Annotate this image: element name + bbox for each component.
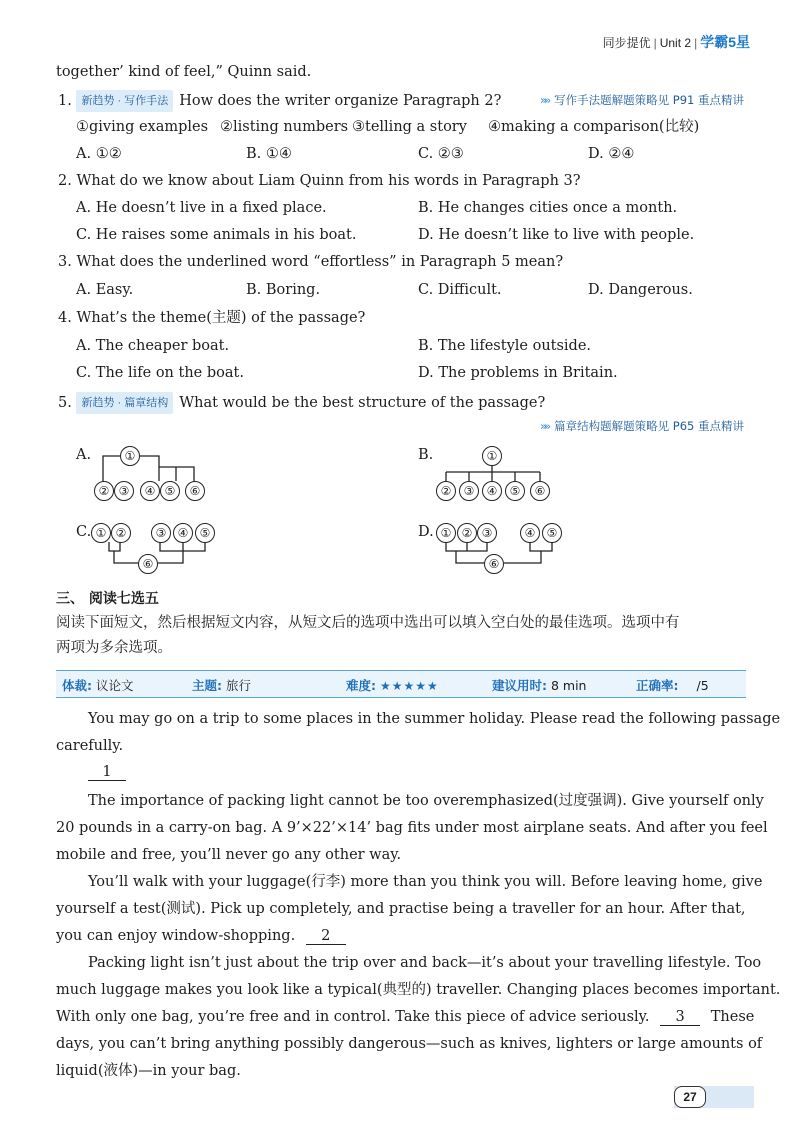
difficulty-stars-icon: ★★★★★ [379,679,439,693]
paragraph-2-node: ② [457,523,477,543]
option-d[interactable]: D. The problems in Britain. [418,365,618,381]
paragraph-3-node: ③ [114,481,134,501]
option-b[interactable]: B. ①④ [246,146,292,162]
option-c[interactable]: C. Difficult. [418,282,502,298]
option-a[interactable]: A. Easy. [76,282,134,298]
blank-3[interactable]: 3 [660,1009,700,1026]
paragraph-3-line-2: much luggage makes you look like a typical(典型的) traveller. Changing places becomes important. [56,982,781,998]
paragraph-3-node: ③ [151,523,171,543]
genre-field: 体裁: 议论文 [62,678,134,693]
paragraph-2-line-2: yourself a test(测试). Pick up completely, and practise being a traveller for an hour. After that, [56,901,746,917]
sub-option: ①giving examples [76,119,209,135]
paragraph-6-node: ⑥ [484,554,504,574]
strategy-hint: »» 写作手法题解题策略见 P91 重点精讲 [540,93,744,107]
paragraph-3-line-5: liquid(液体)—in your bag. [56,1063,241,1079]
sub-option: ③telling a story [352,119,467,135]
section-instructions: 阅读下面短文，然后根据短文内容，从短文后的选项中选出可以填入空白处的最佳选项。选项中有 [56,615,680,631]
sub-option: ④making a comparison(比较) [488,119,700,135]
passage-intro-cont: carefully. [56,738,124,754]
question-stem: What’s the theme(主题) of the passage? [76,310,366,326]
paragraph-6-node: ⑥ [138,554,158,574]
section-title: 三、 阅读七选五 [56,591,159,607]
time-field: 建议用时: 8 min [492,678,587,693]
paragraph-5-node: ⑤ [160,481,180,501]
blank-2[interactable]: 2 [306,928,346,945]
question-stem: What does the underlined word “effortless” in Paragraph 5 mean? [76,254,564,270]
paragraph-2-line-3: you can enjoy window-shopping. 2 [56,922,346,950]
paragraph-5-node: ⑤ [542,523,562,543]
option-c[interactable]: C. He raises some animals in his boat. [76,227,357,243]
paragraph-6-node: ⑥ [185,481,205,501]
question-number: 2. [58,173,72,189]
sub-option: ②listing numbers [220,119,349,135]
option-a[interactable]: A. The cheaper boat. [76,338,230,354]
paragraph-1-node: ① [482,446,502,466]
paragraph-3: Packing light isn’t just about the trip over and back—it’s about your travelling lifestyle. Too [88,955,762,971]
question-number: 4. [58,310,72,326]
option-c[interactable]: C. ②③ [418,146,464,162]
exercise-info-bar [56,670,746,698]
paragraph-1-node: ① [436,523,456,543]
paragraph-1: The importance of packing light cannot be too overemphasized(过度强调). Give yourself only [88,793,764,809]
question-3 [58,252,563,272]
structure-option-a-label[interactable]: A. [76,447,92,463]
option-a[interactable]: A. He doesn’t live in a fixed place. [76,200,327,216]
double-arrow-icon: »» [540,419,549,433]
top-line: together’ kind of feel,” Quinn said. [56,64,312,80]
paragraph-3-node: ③ [477,523,497,543]
paragraph-2-node: ② [436,481,456,501]
option-b[interactable]: B. He changes cities once a month. [418,200,678,216]
page-number-tab [674,1086,754,1108]
paragraph-3-line-4: days, you can’t bring anything possibly dangerous—such as knives, lighters or large amounts of [56,1036,763,1052]
question-5 [58,392,545,414]
question-1 [58,90,501,112]
structure-option-b-label[interactable]: B. [418,447,434,463]
option-b[interactable]: B. Boring. [246,282,321,298]
paragraph-2-node: ② [94,481,114,501]
question-number: 1. [58,93,72,109]
series-title: 同步提优 [602,36,651,50]
blank-1[interactable]: 1 [88,758,126,786]
option-d[interactable]: D. He doesn’t like to live with people. [418,227,695,243]
question-4 [58,308,365,328]
trend-tag: 新趋势 · 写作手法 [76,90,173,112]
paragraph-1-node: ① [91,523,111,543]
paragraph-5-node: ⑤ [195,523,215,543]
option-d[interactable]: D. ②④ [588,146,635,162]
option-a[interactable]: A. ①② [76,146,122,162]
question-number: 3. [58,254,72,270]
question-stem: How does the writer organize Paragraph 2? [179,93,502,109]
paragraph-3-line-3: With only one bag, you’re free and in control. Take this piece of advice seriously. 3 These [56,1009,755,1025]
page-header: 同步提优 | Unit 2 | 学霸5星 [602,34,750,50]
paragraph-2: You’ll walk with your luggage(行李) more than you think you will. Before leaving home, give [88,874,763,890]
paragraph-4-node: ④ [173,523,193,543]
paragraph-1-line-3: mobile and free, you’ll never go any other way. [56,847,402,863]
paragraph-5-node: ⑤ [505,481,525,501]
unit-label: Unit 2 [659,36,692,50]
accuracy-field: 正确率: /5 [636,678,709,693]
paragraph-4-node: ④ [140,481,160,501]
paragraph-3-node: ③ [459,481,479,501]
paragraph-1-node: ① [120,446,140,466]
question-stem: What would be the best structure of the passage? [179,395,546,411]
structure-option-c-label[interactable]: C. [76,524,92,540]
section-instructions-cont: 两项为多余选项。 [56,640,172,656]
paragraph-6-node: ⑥ [530,481,550,501]
question-stem: What do we know about Liam Quinn from his words in Paragraph 3? [76,173,581,189]
strategy-hint: »» 篇章结构题解题策略见 P65 重点精讲 [540,419,744,433]
structure-option-d-label[interactable]: D. [418,524,434,540]
theme-field: 主题: 旅行 [192,678,251,693]
paragraph-4-node: ④ [520,523,540,543]
question-number: 5. [58,395,72,411]
passage-intro: You may go on a trip to some places in the summer holiday. Please read the following passage [88,711,781,727]
trend-tag: 新趋势 · 篇章结构 [76,392,173,414]
brand-logo: 学霸5星 [700,34,750,50]
page-number: 27 [674,1086,706,1108]
difficulty-field: 难度: ★★★★★ [346,678,439,693]
paragraph-1-line-2: 20 pounds in a carry-on bag. A 9’×22’×14’ bag fits under most airplane seats. And after you feel [56,820,768,836]
paragraph-4-node: ④ [482,481,502,501]
paragraph-2-node: ② [111,523,131,543]
double-arrow-icon: »» [540,93,549,107]
option-b[interactable]: B. The lifestyle outside. [418,338,592,354]
question-2 [58,171,581,191]
option-d[interactable]: D. Dangerous. [588,282,693,298]
option-c[interactable]: C. The life on the boat. [76,365,244,381]
